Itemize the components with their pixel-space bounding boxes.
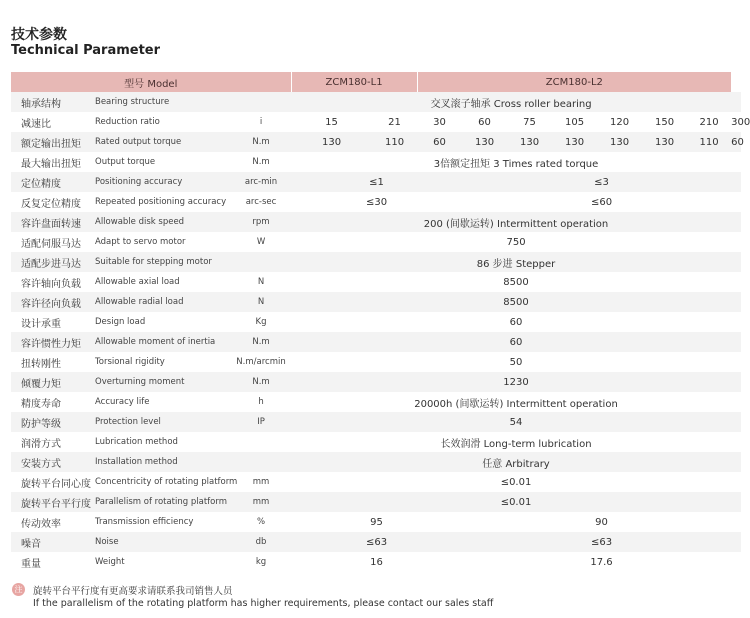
table-header-row: [11, 72, 741, 92]
table-row: [11, 552, 741, 572]
param-value: 130: [597, 132, 642, 152]
param-name-cn: 适配伺服马达: [11, 232, 91, 252]
table-row: [11, 372, 741, 392]
table-row: [11, 332, 741, 352]
param-name-cn: 适配步进马达: [11, 252, 91, 272]
param-unit: W: [231, 232, 291, 252]
param-name-cn: 重量: [11, 552, 91, 572]
param-name-cn: 容许惯性力矩: [11, 332, 91, 352]
empty-cell: [731, 92, 741, 112]
param-name-cn: 定位精度: [11, 172, 91, 192]
param-name-en: Concentricity of rotating platform: [91, 472, 231, 492]
table-row: [11, 492, 741, 512]
table-row: [11, 132, 741, 152]
table-row: [11, 212, 741, 232]
param-unit: IP: [231, 412, 291, 432]
param-name-en: Weight: [91, 552, 231, 572]
param-name-cn: 反复定位精度: [11, 192, 91, 212]
param-name-en: Design load: [91, 312, 231, 332]
param-name-cn: 扭转刚性: [11, 352, 91, 372]
model-l2: ZCM180-L2: [417, 72, 731, 92]
page-title-en: Technical Parameter: [11, 43, 161, 58]
note-icon: 注: [12, 583, 25, 596]
param-name-cn: 设计承重: [11, 312, 91, 332]
param-unit: i: [231, 112, 291, 132]
param-value: 30: [417, 112, 462, 132]
param-name-en: Allowable disk speed: [91, 212, 231, 232]
param-unit: rpm: [231, 212, 291, 232]
param-name-en: Transmission efficiency: [91, 512, 231, 532]
table-row: [11, 432, 741, 452]
param-value: 50: [291, 352, 741, 372]
param-value: 8500: [291, 292, 741, 312]
param-unit: db: [231, 532, 291, 552]
param-name-en: Lubrication method: [91, 432, 231, 452]
param-unit: [231, 432, 291, 452]
param-name-en: Allowable moment of inertia: [91, 332, 231, 352]
param-value: ≤63: [462, 532, 741, 552]
page-title-cn: 技术参数: [11, 27, 67, 43]
param-unit: kg: [231, 552, 291, 572]
param-name-en: Protection level: [91, 412, 231, 432]
note-text-en: If the parallelism of the rotating platform has higher requirements, please contact our sales staff: [33, 598, 494, 609]
param-value: 130: [507, 132, 552, 152]
param-name-cn: 防护等级: [11, 412, 91, 432]
param-name-cn: 轴承结构: [11, 92, 91, 112]
param-name-cn: 噪音: [11, 532, 91, 552]
param-unit: N.m: [231, 152, 291, 172]
param-value: 交叉滚子轴承 Cross roller bearing: [291, 92, 731, 112]
param-value: 任意 Arbitrary: [291, 452, 741, 472]
param-value: 75: [507, 112, 552, 132]
param-value: 60: [731, 132, 741, 152]
param-name-en: Adapt to servo motor: [91, 232, 231, 252]
param-value: 95: [291, 512, 462, 532]
param-unit: arc-min: [231, 172, 291, 192]
param-name-cn: 旋转平台同心度: [11, 472, 91, 492]
param-unit: [231, 92, 291, 112]
param-value: 21: [372, 112, 417, 132]
param-name-cn: 润滑方式: [11, 432, 91, 452]
param-name-cn: 旋转平台平行度: [11, 492, 91, 512]
param-unit: N.m: [231, 332, 291, 352]
table-row: [11, 112, 741, 132]
param-unit: arc-sec: [231, 192, 291, 212]
param-unit: mm: [231, 492, 291, 512]
table-row: [11, 292, 741, 312]
table-row: [11, 252, 741, 272]
param-name-cn: 安装方式: [11, 452, 91, 472]
param-value: 130: [462, 132, 507, 152]
param-value: ≤1: [291, 172, 462, 192]
param-name-en: Suitable for stepping motor: [91, 252, 231, 272]
param-value: 210: [687, 112, 731, 132]
param-name-en: Noise: [91, 532, 231, 552]
table-row: [11, 172, 741, 192]
note-text-cn: 旋转平台平行度有更高要求请联系我司销售人员: [33, 586, 233, 597]
param-value: 16: [291, 552, 462, 572]
param-value: 105: [552, 112, 597, 132]
param-value: 17.6: [462, 552, 741, 572]
param-value: 60: [462, 112, 507, 132]
param-value: 120: [597, 112, 642, 132]
table-row: [11, 512, 741, 532]
param-name-cn: 减速比: [11, 112, 91, 132]
table-row: [11, 272, 741, 292]
table-row: [11, 392, 741, 412]
param-value: 60: [291, 312, 741, 332]
param-name-cn: 容许径向负载: [11, 292, 91, 312]
param-name-en: Overturning moment: [91, 372, 231, 392]
param-name-en: Repeated positioning accuracy: [91, 192, 231, 212]
table-row: [11, 152, 741, 172]
param-name-en: Bearing structure: [91, 92, 231, 112]
param-unit: [231, 252, 291, 272]
param-name-en: Output torque: [91, 152, 231, 172]
table-row: [11, 92, 741, 112]
param-value: ≤30: [291, 192, 462, 212]
spec-table: [11, 72, 750, 572]
param-unit: mm: [231, 472, 291, 492]
param-value: 86 步进 Stepper: [291, 252, 741, 272]
param-value: 150: [642, 112, 687, 132]
param-value: ≤60: [462, 192, 741, 212]
param-name-cn: 最大输出扭矩: [11, 152, 91, 172]
param-value: 54: [291, 412, 741, 432]
param-name-cn: 传动效率: [11, 512, 91, 532]
param-value: 60: [291, 332, 741, 352]
param-unit: N.m: [231, 132, 291, 152]
table-row: [11, 352, 741, 372]
param-value: 15: [291, 112, 372, 132]
param-name-cn: 精度寿命: [11, 392, 91, 412]
param-value: ≤0.01: [291, 492, 741, 512]
param-value: 110: [687, 132, 731, 152]
param-value: 8500: [291, 272, 741, 292]
param-name-cn: 容许轴向负载: [11, 272, 91, 292]
param-unit: %: [231, 512, 291, 532]
param-unit: N: [231, 292, 291, 312]
param-value: 750: [291, 232, 741, 252]
param-value: ≤0.01: [291, 472, 741, 492]
table-row: [11, 452, 741, 472]
table-row: [11, 472, 741, 492]
param-name-cn: 容许盘面转速: [11, 212, 91, 232]
param-name-en: Allowable axial load: [91, 272, 231, 292]
param-name-en: Accuracy life: [91, 392, 231, 412]
model-label: 型号 Model: [11, 72, 291, 92]
param-value: 130: [552, 132, 597, 152]
param-value: 130: [642, 132, 687, 152]
table-row: [11, 192, 741, 212]
param-value: 1230: [291, 372, 741, 392]
param-value: 300: [731, 112, 741, 132]
param-value: 130: [291, 132, 372, 152]
param-value: 长效润滑 Long-term lubrication: [291, 432, 741, 452]
table-row: [11, 312, 741, 332]
param-name-cn: 额定输出扭矩: [11, 132, 91, 152]
param-value: 110: [372, 132, 417, 152]
param-unit: h: [231, 392, 291, 412]
param-name-cn: 倾覆力矩: [11, 372, 91, 392]
param-name-en: Installation method: [91, 452, 231, 472]
param-value: 20000h (间歇运转) Intermittent operation: [291, 392, 741, 412]
model-l1: ZCM180-L1: [291, 72, 417, 92]
table-row: [11, 412, 741, 432]
param-value: 200 (间歇运转) Intermittent operation: [291, 212, 741, 232]
param-name-en: Torsional rigidity: [91, 352, 231, 372]
param-name-en: Allowable radial load: [91, 292, 231, 312]
param-unit: N: [231, 272, 291, 292]
param-name-en: Reduction ratio: [91, 112, 231, 132]
table-row: [11, 532, 741, 552]
param-value: 90: [462, 512, 741, 532]
param-value: 3倍额定扭矩 3 Times rated torque: [291, 152, 741, 172]
table-row: [11, 232, 741, 252]
param-value: 60: [417, 132, 462, 152]
param-unit: Kg: [231, 312, 291, 332]
param-name-en: Rated output torque: [91, 132, 231, 152]
param-name-en: Parallelism of rotating platform: [91, 492, 231, 512]
param-unit: N.m: [231, 372, 291, 392]
param-value: ≤3: [462, 172, 741, 192]
param-value: ≤63: [291, 532, 462, 552]
param-unit: [231, 452, 291, 472]
param-unit: N.m/arcmin: [231, 352, 291, 372]
param-name-en: Positioning accuracy: [91, 172, 231, 192]
